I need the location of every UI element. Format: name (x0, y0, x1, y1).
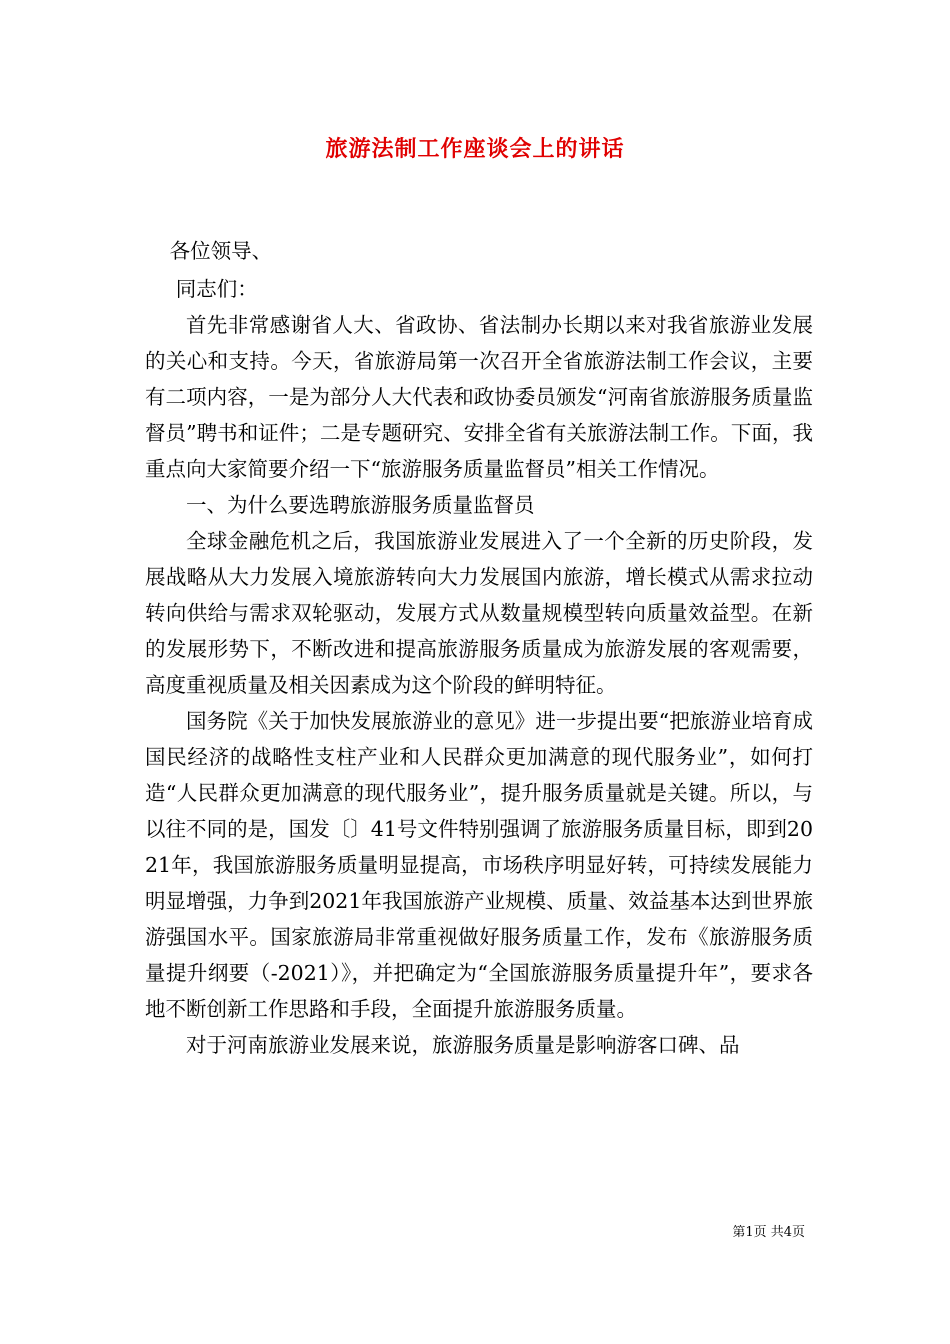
document-body (145, 233, 813, 1063)
page-number: 第1页 共4页 (732, 1225, 805, 1240)
paragraph-henan: 对于河南旅游业发展来说，旅游服务质量是影响游客口碑、品 (186, 1033, 740, 1057)
section-heading-1: 一、为什么要选聘旅游服务质量监督员 (186, 493, 535, 517)
salutation-comrades: 同志们： (175, 277, 258, 301)
paragraph-intro: 首先非常感谢省人大、省政协、省法制办长期以来对我省旅游业发展的关心和支持。今天，省旅游局第一次召开全省旅游法制工作会议，主要有二项内容，一是为部分人大代表和政协委员颁发“河南省旅游服务质量监督员”聘书和证件；二是专题研究、安排全省有关旅游法制工作。下面，我重点向大家简要介绍一下“旅游服务质量监督员”相关工作情况。 (145, 313, 813, 481)
paragraph-financial-crisis: 全球金融危机之后，我国旅游业发展进入了一个全新的历史阶段，发展战略从大力发展入境旅游转向大力发展国内旅游，增长模式从需求拉动转向供给与需求双轮驱动，发展方式从数量规模型转向质量效益型。在新的发展形势下，不断改进和提高旅游服务质量成为旅游发展的客观需要，高度重视质量及相关因素成为这个阶段的鲜明特征。 (145, 529, 813, 697)
salutation-leaders: 各位领导、 (169, 239, 273, 263)
paragraph-state-council: 国务院《关于加快发展旅游业的意见》进一步提出要“把旅游业培育成国民经济的战略性支柱产业和人民群众更加满意的现代服务业”，如何打造“人民群众更加满意的现代服务业”，提升服务质量就是关键。所以，与以往不同的是，国发〔〕41号文件特别强调了旅游服务质量目标，即到2021年，我国旅游服务质量明显提高，市场秩序明显好转，可持续发展能力明显增强，力争到2021年我国旅游产业规模、质量、效益基本达到世界旅游强国水平。国家旅游局非常重视做好服务质量工作，发布《旅游服务质量提升纲要（-2021）》，并把确定为“全国旅游服务质量提升年”，要求各地不断创新工作思路和手段，全面提升旅游服务质量。 (145, 709, 813, 1021)
document-title: 旅游法制工作座谈会上的讲话 (325, 136, 625, 162)
